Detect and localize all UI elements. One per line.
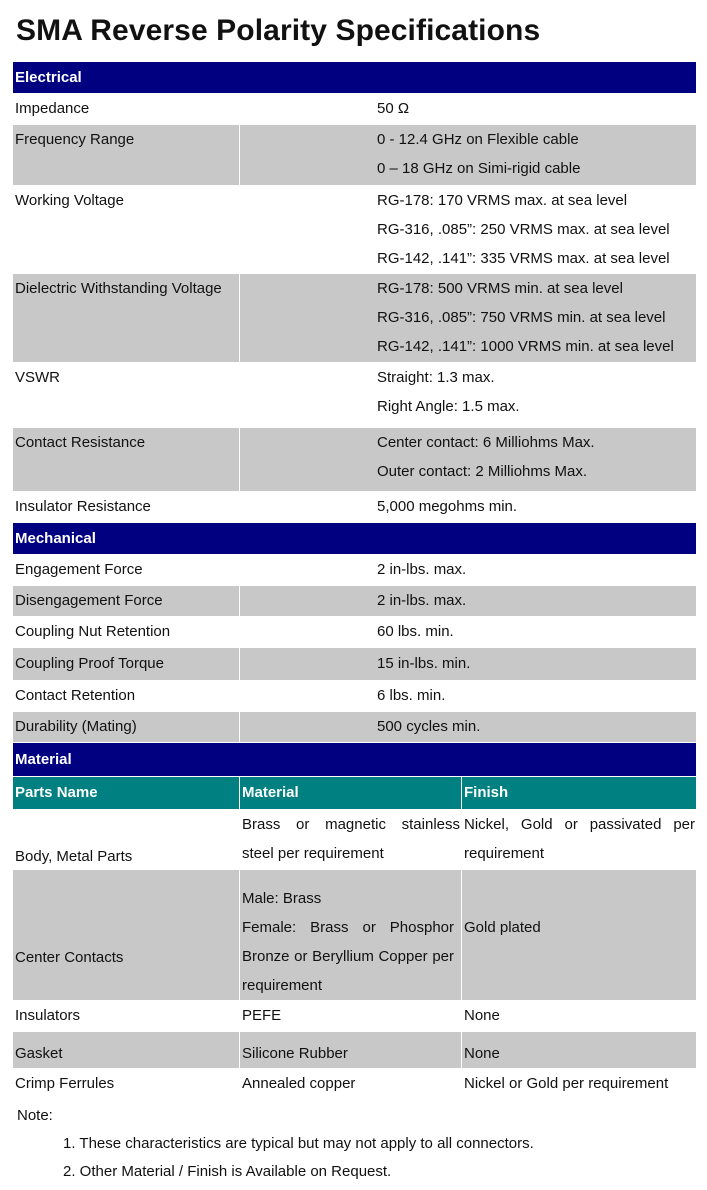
notes-label: Note: bbox=[17, 1107, 53, 1124]
notes bbox=[17, 1102, 534, 1186]
spec-row-contact-resistance bbox=[13, 428, 696, 492]
spec-value: Center contact: 6 Milliohms Max. bbox=[377, 434, 595, 451]
spec-value: 2 in-lbs. max. bbox=[377, 561, 467, 578]
spec-value: 0 – 18 GHz on Simi-rigid cable bbox=[377, 160, 581, 177]
material-row-center-contacts bbox=[13, 870, 696, 1001]
spec-row-coupling-proof-torque bbox=[13, 648, 696, 681]
spec-value: RG-178: 500 VRMS min. at sea level bbox=[377, 280, 623, 297]
spec-value: 6 lbs. min. bbox=[377, 687, 446, 704]
spec-value: RG-316, .085”: 250 VRMS max. at sea level bbox=[377, 221, 670, 238]
spec-label: Engagement Force bbox=[15, 561, 143, 578]
spec-label: Insulator Resistance bbox=[15, 498, 151, 515]
column-header-finish: Finish bbox=[461, 777, 696, 809]
material-row-insulators bbox=[13, 1001, 696, 1032]
page-title: SMA Reverse Polarity Specifications bbox=[16, 14, 541, 47]
finish-value: Gold plated bbox=[461, 870, 696, 1000]
spec-value: RG-142, .141”: 335 VRMS max. at sea level bbox=[377, 250, 670, 267]
spec-value: Right Angle: 1.5 max. bbox=[377, 398, 520, 415]
spec-label: Disengagement Force bbox=[15, 592, 163, 609]
spec-spacer-cell bbox=[239, 428, 376, 491]
part-name: Crimp Ferrules bbox=[15, 1075, 115, 1092]
spec-value: RG-316, .085”: 750 VRMS min. at sea level bbox=[377, 309, 666, 326]
spec-row-durability-mating bbox=[13, 712, 696, 743]
spec-row-frequency-range bbox=[13, 125, 696, 186]
spec-spacer-cell bbox=[239, 274, 376, 362]
spec-row-working-voltage bbox=[13, 186, 696, 274]
spec-label: Working Voltage bbox=[15, 192, 124, 209]
column-header-parts-name: Parts Name bbox=[15, 784, 98, 801]
material-value: Brass or magnetic stainless steel per requirement bbox=[242, 816, 460, 862]
section-header-material: Material bbox=[13, 743, 696, 777]
spec-label: Frequency Range bbox=[15, 131, 135, 148]
material-value: Male: Brass bbox=[242, 890, 322, 907]
spec-label: Coupling Nut Retention bbox=[15, 623, 171, 640]
section-header-mechanical: Mechanical bbox=[13, 523, 696, 555]
spec-spacer-cell bbox=[239, 586, 376, 616]
spec-row-engagement-force bbox=[13, 555, 696, 586]
spec-value: 500 cycles min. bbox=[377, 718, 481, 735]
note-item: 2. Other Material / Finish is Available on Request. bbox=[63, 1163, 392, 1180]
spec-label: Contact Retention bbox=[15, 687, 136, 704]
material-row-gasket bbox=[13, 1032, 696, 1069]
material-value: Female: Brass or Phosphor Bronze or Beryllium Copper per requirement bbox=[242, 919, 454, 994]
spec-value: RG-142, .141”: 1000 VRMS min. at sea level bbox=[377, 338, 674, 355]
material-value: PEFE bbox=[242, 1007, 282, 1024]
spec-value: 50 Ω bbox=[377, 100, 410, 117]
part-name: Body, Metal Parts bbox=[15, 848, 133, 865]
spec-label: Durability (Mating) bbox=[15, 718, 137, 735]
material-value: Silicone Rubber bbox=[242, 1045, 348, 1062]
spec-value: 0 - 12.4 GHz on Flexible cable bbox=[377, 131, 579, 148]
finish-value: None bbox=[464, 1007, 500, 1024]
spec-value: 15 in-lbs. min. bbox=[377, 655, 471, 672]
spec-row-vswr bbox=[13, 363, 696, 428]
spec-label: Impedance bbox=[15, 100, 90, 117]
material-row-crimp-ferrules bbox=[13, 1069, 696, 1100]
spec-label: Coupling Proof Torque bbox=[15, 655, 164, 672]
material-row-body-metal-parts bbox=[13, 810, 696, 870]
spec-spacer-cell bbox=[239, 648, 376, 680]
spec-row-dielectric-withstanding-voltage bbox=[13, 274, 696, 363]
note-item: 1. These characteristics are typical but may not apply to all connectors. bbox=[63, 1135, 534, 1152]
part-name: Gasket bbox=[15, 1045, 63, 1062]
spec-value: 60 lbs. min. bbox=[377, 623, 454, 640]
material-value: Annealed copper bbox=[242, 1075, 356, 1092]
spec-row-disengagement-force bbox=[13, 586, 696, 617]
spec-value: Outer contact: 2 Milliohms Max. bbox=[377, 463, 588, 480]
finish-value: None bbox=[464, 1045, 500, 1062]
spec-row-coupling-nut-retention bbox=[13, 617, 696, 648]
section-header-electrical: Electrical bbox=[13, 62, 696, 94]
spec-row-impedance bbox=[13, 94, 696, 125]
spec-value: 2 in-lbs. max. bbox=[377, 592, 467, 609]
spec-label: Dielectric Withstanding Voltage bbox=[15, 280, 222, 297]
finish-value: Nickel, Gold or passivated per requirement bbox=[464, 816, 695, 862]
spec-row-insulator-resistance bbox=[13, 492, 696, 523]
spec-value: RG-178: 170 VRMS max. at sea level bbox=[377, 192, 628, 209]
finish-value: Nickel or Gold per requirement bbox=[464, 1075, 669, 1092]
spec-spacer-cell bbox=[239, 712, 376, 742]
part-name: Center Contacts bbox=[15, 949, 124, 966]
material-column-headers bbox=[13, 777, 696, 810]
spec-row-contact-retention bbox=[13, 681, 696, 712]
spec-label: VSWR bbox=[15, 369, 60, 386]
spec-value: 5,000 megohms min. bbox=[377, 498, 518, 515]
spec-spacer-cell bbox=[239, 125, 376, 185]
part-name: Insulators bbox=[15, 1007, 81, 1024]
spec-value: Straight: 1.3 max. bbox=[377, 369, 495, 386]
spec-label: Contact Resistance bbox=[15, 434, 146, 451]
spec-table bbox=[13, 62, 696, 1100]
column-header-material: Material bbox=[239, 777, 461, 809]
